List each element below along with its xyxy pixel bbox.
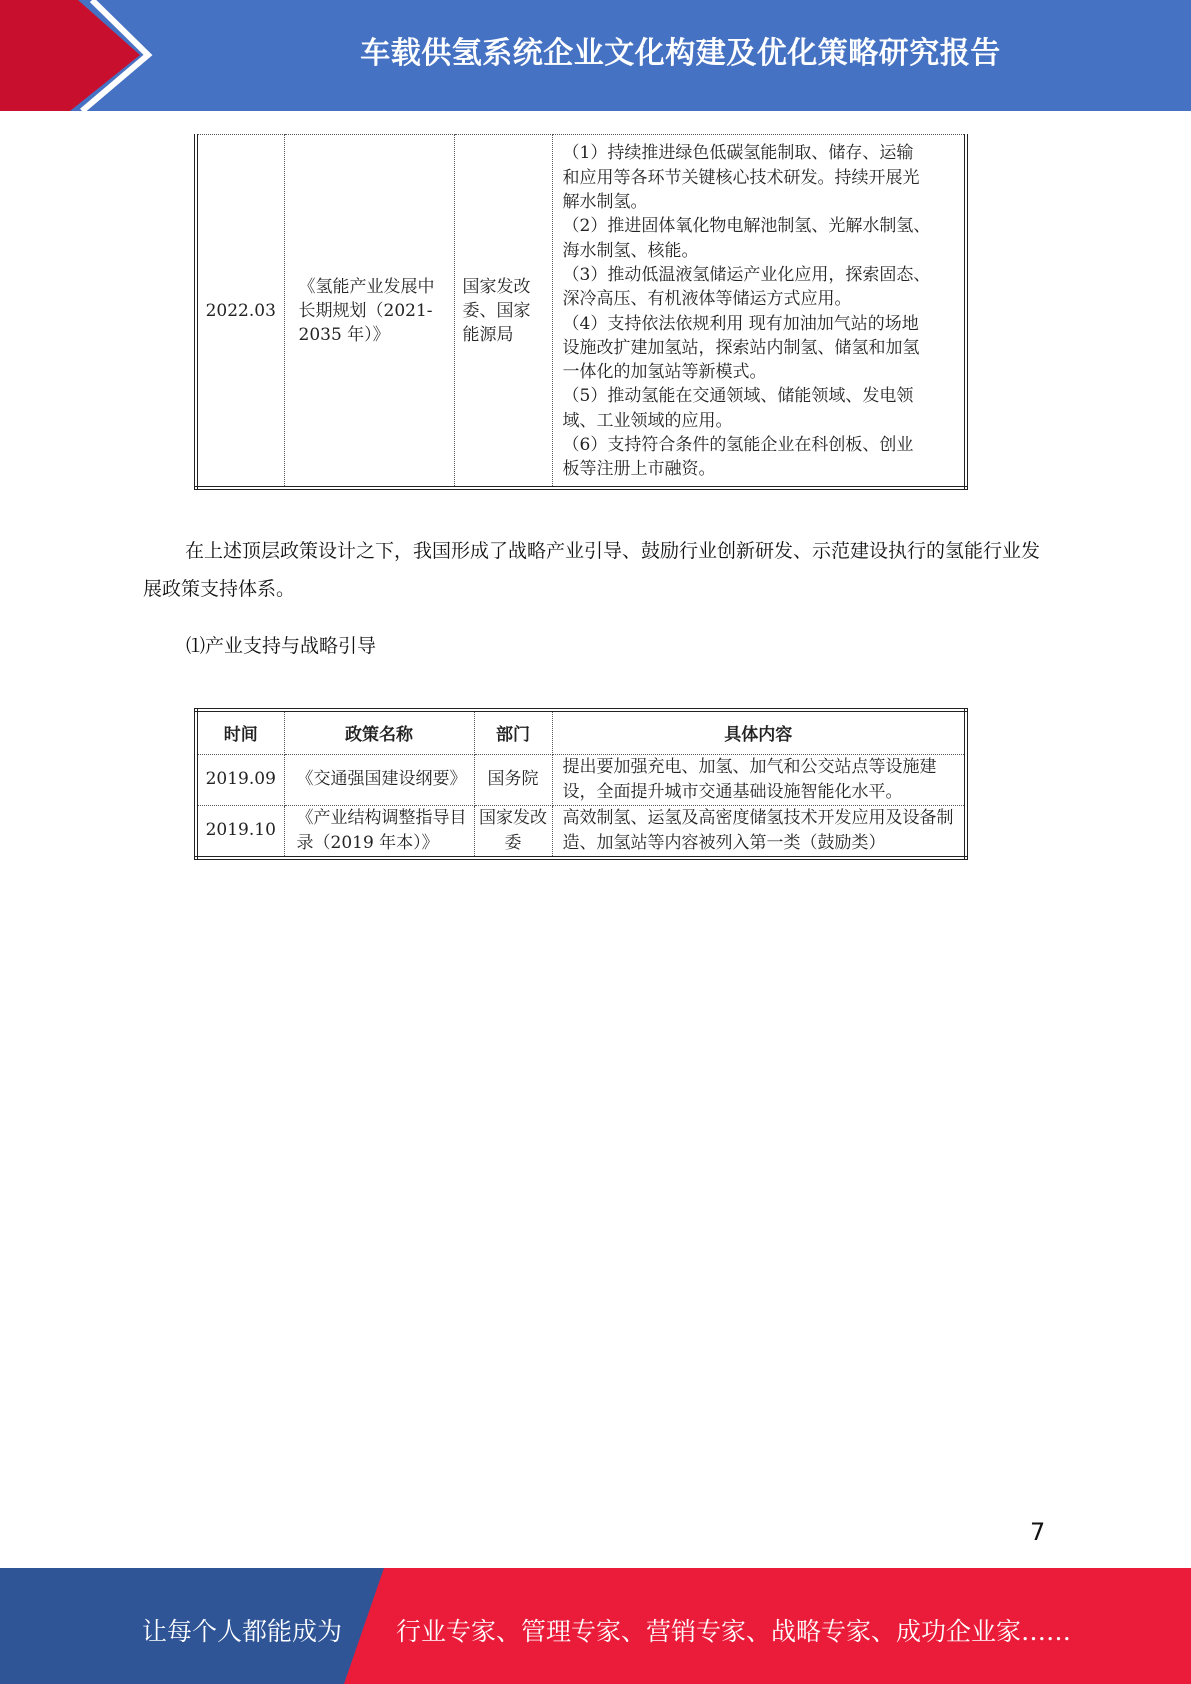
column-header-content: 具体内容 xyxy=(552,710,966,754)
table-header-row xyxy=(196,710,966,754)
policy-name: 《氢能产业发展中长期规划（2021-2035 年）》 xyxy=(284,135,454,489)
content-line: 海水制氢、核能。 xyxy=(562,240,699,261)
policy-content: 提出要加强充电、加氢、加气和公交站点等设施建设，全面提升城市交通基础设施智能化水平。 xyxy=(552,754,966,805)
content-line: （4）支持依法依规利用 现有加油加气站的场地 xyxy=(562,313,919,334)
content-line: （2）推进固体氧化物电解池制氢、光解水制氢、 xyxy=(562,216,931,237)
policy-table xyxy=(194,708,968,860)
policy-name: 《产业结构调整指导目录（2019 年本）》 xyxy=(284,805,474,858)
policy-date: 2019.10 xyxy=(196,805,284,858)
policy-date: 2022.03 xyxy=(196,135,284,489)
header-banner xyxy=(0,0,1191,111)
content-line: （1）持续推进绿色低碳氢能制取、储存、运输 xyxy=(562,143,914,164)
policy-content: 高效制氢、运氢及高密度储氢技术开发应用及设备制造、加氢站等内容被列入第一类（鼓励类） xyxy=(552,805,966,858)
content-line: 解水制氢。 xyxy=(562,192,648,213)
policy-department: 国务院 xyxy=(474,754,552,805)
content-line: 设施改扩建加氢站，探索站内制氢、储氢和加氢 xyxy=(562,337,920,358)
column-header-department: 部门 xyxy=(474,710,552,754)
content-line: （6）支持符合条件的氢能企业在科创板、创业 xyxy=(562,434,914,455)
column-header-name: 政策名称 xyxy=(284,710,474,754)
footer-banner xyxy=(0,1568,1191,1684)
footer-slogan-left: 让每个人都能成为 xyxy=(142,1617,343,1646)
policy-department: 国家发改委 xyxy=(474,805,552,858)
column-header-date: 时间 xyxy=(196,710,284,754)
report-title: 车载供氢系统企业文化构建及优化策略研究报告 xyxy=(360,36,1001,71)
policy-date: 2019.09 xyxy=(196,754,284,805)
table-row xyxy=(196,135,966,489)
content-line: 深冷高压、有机液体等储运方式应用。 xyxy=(562,289,852,310)
table-row xyxy=(196,805,966,858)
page-number: 7 xyxy=(1030,1518,1046,1546)
section-subheading: ⑴产业支持与战略引导 xyxy=(186,635,377,657)
body-paragraph: 在上述顶层政策设计之下，我国形成了战略产业引导、鼓励行业创新研发、示范建设执行的氢能行业发展政策支持体系。 xyxy=(143,540,1041,600)
content-line: （3）推动低温液氢储运产业化应用，探索固态、 xyxy=(562,264,931,285)
policy-table-continued xyxy=(194,134,968,490)
content-line: 板等注册上市融资。 xyxy=(562,459,716,480)
policy-name: 《交通强国建设纲要》 xyxy=(284,754,474,805)
content-line: 和应用等各环节关键核心技术研发。持续开展光 xyxy=(562,167,920,188)
policy-content xyxy=(552,135,966,489)
content-line: （5）推动氢能在交通领域、储能领域、发电领 xyxy=(562,386,914,407)
content-line: 域、工业领域的应用。 xyxy=(562,410,733,431)
content-line: 一体化的加氢站等新模式。 xyxy=(562,362,767,383)
policy-department: 国家发改委、国家能源局 xyxy=(454,135,552,489)
table-row xyxy=(196,754,966,805)
footer-slogan-right: 行业专家、管理专家、营销专家、战略专家、成功企业家…… xyxy=(396,1617,1072,1646)
header-arrow-decoration xyxy=(0,0,200,111)
